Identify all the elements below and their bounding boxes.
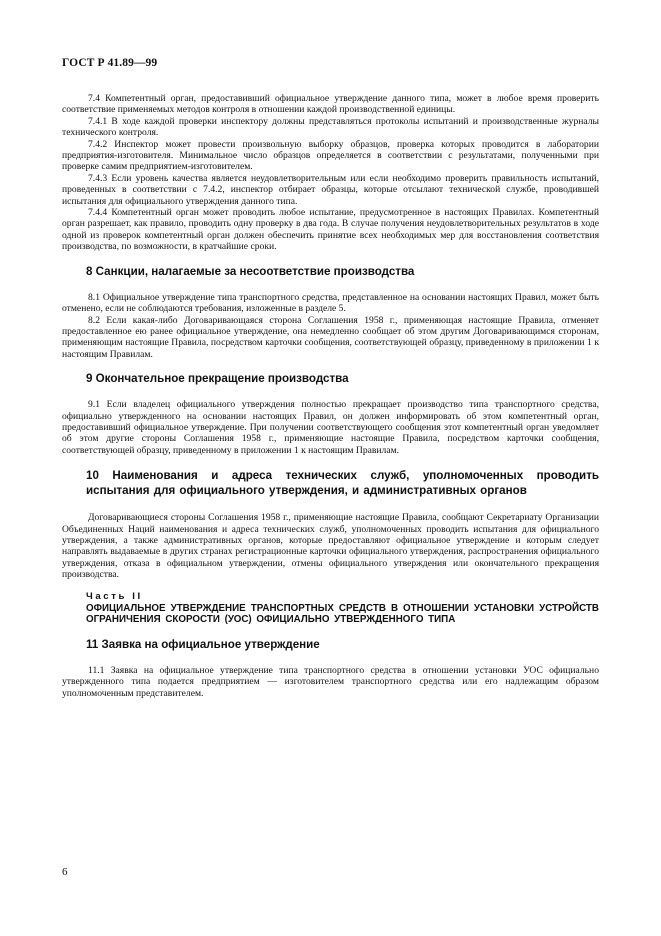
page-number: 6 — [62, 866, 68, 878]
section-9-heading: 9 Окончательное прекращение производства — [86, 372, 349, 386]
part-2-block — [86, 591, 599, 626]
paragraph-11-1: 11.1 Заявка на официальное утверждение типа транспортного средства в отношении установки УОС официально утвержденного типа подается предприятием — изготовителем транспортного средства или его надлежащим образом уполномоченным представителем. — [62, 664, 599, 699]
part-2-label: Часть II — [86, 590, 143, 602]
paragraph-8-1: 8.1 Официальное утверждение типа транспортного средства, представленное на основании настоящих Правил, может быть отменено, если не соблюдаются требования, изложенные в разделе 5. — [62, 291, 599, 315]
document-header: ГОСТ Р 41.89—99 — [62, 57, 158, 69]
section-8-heading: 8 Санкции, налагаемые за несоответствие производства — [86, 264, 415, 278]
paragraph-7-4-3: 7.4.3 Если уровень качества является неудовлетворительным или если необходимо проверить правильность испытаний, проведенных в соответствии с 7.4.2, инспектор отбирает образцы, которые отсылают технической службе, проводившей испытания для официального утверждения данного типа. — [62, 172, 599, 207]
paragraph-7-4: 7.4 Компетентный орган, предоставивший официальное утверждение данного типа, может в любое время проверить соответствие применяемых методов контроля в отношении каждой производственной единицы. — [62, 93, 599, 116]
paragraph-9-1: 9.1 Если владелец официального утверждения полностью прекращает производство типа транспортного средства, официально утвержденного на основании настоящих Правил, он должен информировать об этом компетентный орган, предоставивший официальное утверждение. При получении соответствующего сообщения этот компетентный орган уведомляет об этом другие стороны Соглашения 1958 г., применяющие настоящие Правила, посредством карточки сообщения, соответствующей образцу, приведенному в приложении 1 к настоящим Правилам. — [62, 399, 599, 456]
paragraph-10: Договаривающиеся стороны Соглашения 1958 г., применяющие настоящие Правила, сообщают Секретариату Организации Объединенных Наций наименования и адреса технических служб, уполномоченных проводить испытания для официального утверждения, а также административных органов, которые предоставляют официальное утверждение и которым следует направлять выдаваемые в других странах регистрационные карточки официального утверждения, распространения официального утверждения, отказа в официальном утверждении, отмены официального утверждения или окончательного прекращения производства. — [62, 512, 599, 581]
paragraph-7-4-4: 7.4.4 Компетентный орган может проводить любое испытание, предусмотренное в настоящих Правилах. Компетентный орган разрешает, как правило, проводить одну проверку в два года. В случае получения неудовлетворительных результатов в ходе одной из проверок компетентный орган должен обеспечить принятие всех необходимых мер для восстановления соответствия производства, по возможности, в кратчайшие сроки. — [62, 207, 599, 253]
paragraph-8-2: 8.2 Если какая-либо Договаривающаяся сторона Соглашения 1958 г., применяющая настоящие Правила, отменяет предоставленное ею ранее официальное утверждение, она немедленно сообщает об этом другим Договаривающимся сторонам, применяющим настоящие Правила, посредством карточки сообщения, соответствующей образцу, приведенному в приложении 1 к настоящим Правилам. — [62, 314, 599, 360]
part-2-title: ОФИЦИАЛЬНОЕ УТВЕРЖДЕНИЕ ТРАНСПОРТНЫХ СРЕДСТВ В ОТНОШЕНИИ УСТАНОВКИ УСТРОЙСТВ ОГРАНИЧЕНИЯ СКОРОСТИ (УОС) ОФИЦИАЛЬНО УТВЕРЖДЕННОГО ТИПА — [86, 602, 599, 626]
section-10-heading: 10 Наименования и адреса технических служб, уполномоченных проводить испытания для официального утверждения, и административных органов — [86, 469, 599, 498]
paragraph-7-4-2: 7.4.2 Инспектор может провести произвольную выборку образцов, проверка которых проводится в лаборатории предприятия-изготовителя. Минимальное число образцов определяется в соответствии с результатами, полученными при проверке самим предприятием-изготовителем. — [62, 138, 599, 173]
paragraph-7-4-1: 7.4.1 В ходе каждой проверки инспектору должны представляться протоколы испытаний и производственные журналы технического контроля. — [62, 115, 599, 139]
section-11-heading: 11 Заявка на официальное утверждение — [86, 637, 320, 651]
document-body — [62, 93, 599, 699]
